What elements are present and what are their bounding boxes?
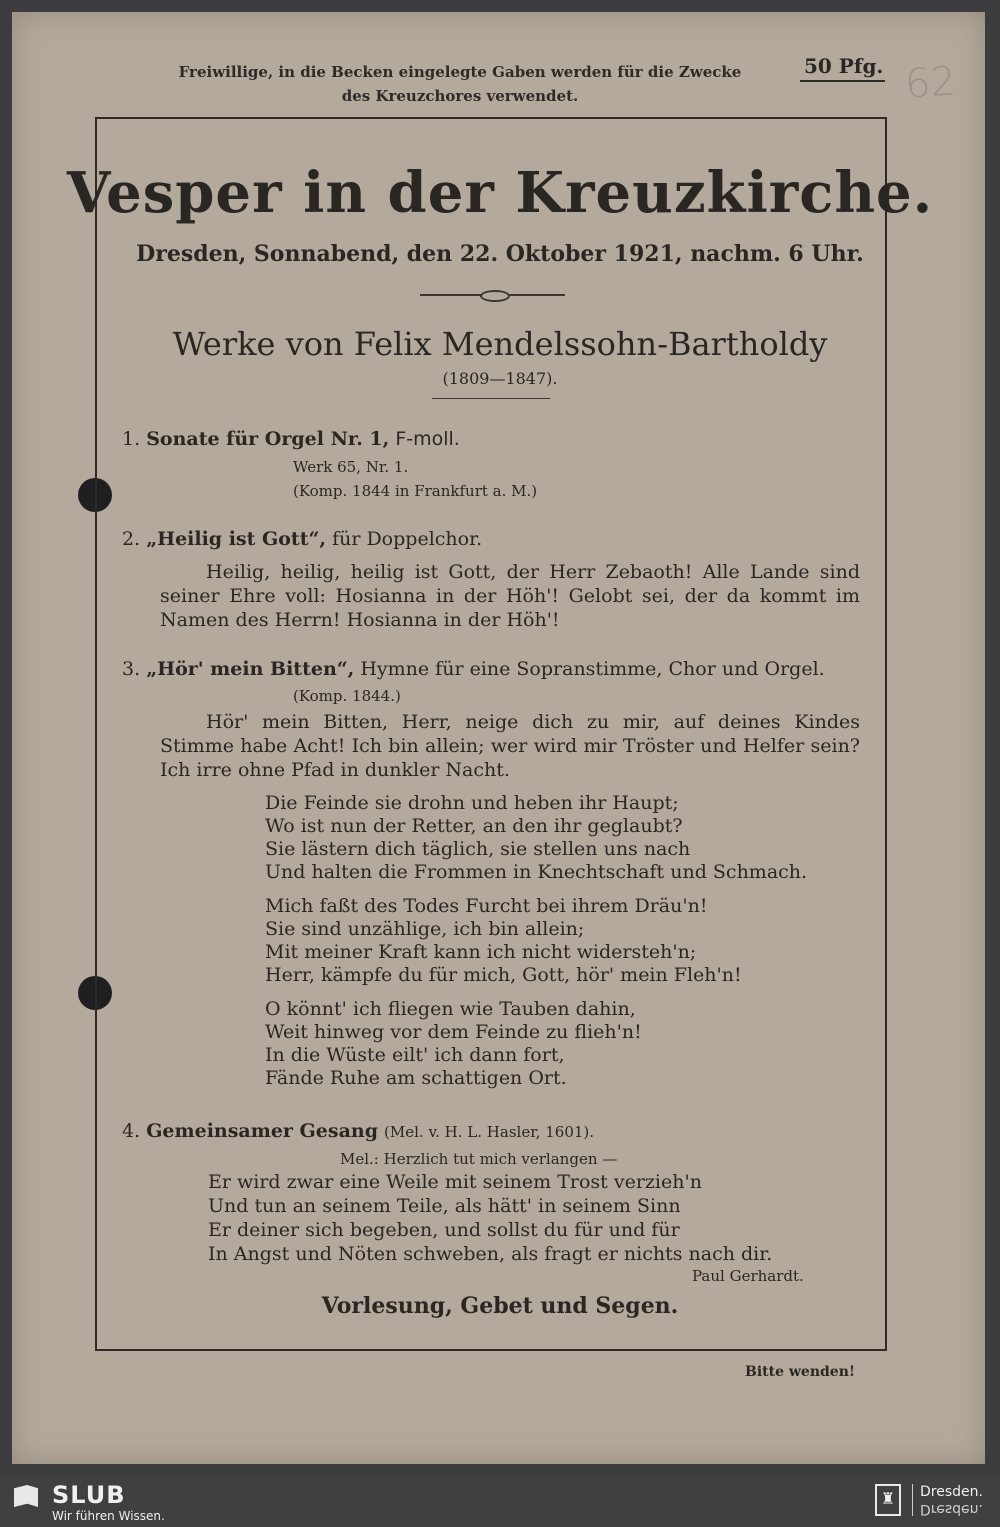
composer-years: (1809—1847). bbox=[442, 369, 558, 388]
item-number: 3. bbox=[122, 658, 141, 680]
notice-line: Freiwillige, in die Becken eingelegte Gaben werden für die Zwecke bbox=[178, 63, 742, 81]
item-text: Hör' mein Bitten, Herr, neige dich zu mir, auf deines Kindes Stimme habe Acht! Ich bin allein; wer wird mir Tröster und Helfer sein? Ich irre ohne Pfad in dunkler Nacht. bbox=[160, 711, 860, 781]
hymn-line: Er deiner sich begeben, und sollst du für und für bbox=[208, 1219, 680, 1241]
item-number: 1. bbox=[122, 428, 141, 450]
item-key: F-moll. bbox=[395, 428, 460, 450]
library-tagline: Wir führen Wissen. bbox=[52, 1509, 165, 1523]
program-item-4 bbox=[122, 1120, 594, 1142]
composer-heading: Werke von Felix Mendelssohn-Bartholdy bbox=[172, 325, 828, 363]
program-item-1 bbox=[122, 428, 460, 450]
library-name[interactable]: SLUB bbox=[52, 1481, 126, 1509]
notice-line: des Kreuzchores verwendet. bbox=[341, 87, 579, 105]
page-title: Vesper in der Kreuzkirche. bbox=[66, 160, 934, 226]
item-composed: (Komp. 1844 in Frankfurt a. M.) bbox=[293, 482, 538, 500]
item-subtitle: für Doppelchor. bbox=[332, 528, 483, 550]
price-label: 50 Pfg. bbox=[800, 54, 885, 82]
donation-notice bbox=[140, 60, 780, 108]
divider bbox=[432, 398, 550, 399]
item-subtitle: Hymne für eine Sopranstimme, Chor und Orgel. bbox=[360, 658, 825, 680]
divider bbox=[912, 1484, 913, 1516]
verse-line: Fände Ruhe am schattigen Ort. bbox=[265, 1067, 567, 1089]
item-title: „Heilig ist Gott“, bbox=[146, 528, 327, 550]
verse-line: Sie lästern dich täglich, sie stellen uns nach bbox=[265, 838, 691, 860]
item-composed: (Komp. 1844.) bbox=[293, 687, 401, 705]
city-name-mirrored: Dresden. bbox=[920, 1501, 983, 1517]
hymn-line: Er wird zwar eine Weile mit seinem Trost verzieh'n bbox=[208, 1171, 702, 1193]
verse-line: Mit meiner Kraft kann ich nicht widersteh'n; bbox=[265, 941, 697, 963]
item-opus: Werk 65, Nr. 1. bbox=[293, 458, 409, 476]
item-title: Sonate für Orgel Nr. 1, bbox=[146, 428, 390, 450]
dresden-coat-of-arms-icon[interactable]: ♜ bbox=[875, 1484, 901, 1516]
item-title: „Hör' mein Bitten“, bbox=[146, 658, 355, 680]
footer-bar bbox=[0, 1476, 1000, 1527]
hymn-author: Paul Gerhardt. bbox=[692, 1267, 804, 1285]
event-dateline: Dresden, Sonnabend, den 22. Oktober 1921, nachm. 6 Uhr. bbox=[136, 241, 864, 267]
verse-line: Und halten die Frommen in Knechtschaft und Schmach. bbox=[265, 861, 808, 883]
program-item-2 bbox=[122, 528, 482, 550]
item-title: Gemeinsamer Gesang bbox=[146, 1120, 378, 1142]
verse-line: Sie sind unzählige, ich bin allein; bbox=[265, 918, 585, 940]
item-text: Heilig, heilig, heilig ist Gott, der Herr Zebaoth! Alle Lande sind seiner Ehre voll: Hosianna in der Höh'! Gelobt sei, der da kommt im Namen des Herrn! Hosianna in der Höh'! bbox=[160, 561, 860, 631]
city-name[interactable]: Dresden. bbox=[920, 1484, 983, 1500]
ornament-divider bbox=[420, 294, 565, 296]
closing-line: Vorlesung, Gebet und Segen. bbox=[321, 1293, 679, 1319]
verse-line: Die Feinde sie drohn und heben ihr Haupt; bbox=[265, 792, 679, 814]
item-number: 2. bbox=[122, 528, 141, 550]
hymn-line: In Angst und Nöten schweben, als fragt er nichts nach dir. bbox=[208, 1243, 773, 1265]
turn-page-note: Bitte wenden! bbox=[745, 1364, 856, 1380]
verse-line: In die Wüste eilt' ich dann fort, bbox=[265, 1044, 565, 1066]
verse-line: Wo ist nun der Retter, an den ihr geglaubt? bbox=[265, 815, 683, 837]
pencil-annotation: 62 bbox=[903, 58, 958, 108]
verse-line: Mich faßt des Todes Furcht bei ihrem Dräu'n! bbox=[265, 895, 708, 917]
item-melody-credit: (Mel. v. H. L. Hasler, 1601). bbox=[384, 1123, 595, 1141]
slub-book-icon bbox=[14, 1485, 38, 1507]
verse-line: Weit hinweg vor dem Feinde zu flieh'n! bbox=[265, 1021, 642, 1043]
verse-line: Herr, kämpfe du für mich, Gott, hör' mein Fleh'n! bbox=[265, 964, 742, 986]
item-number: 4. bbox=[122, 1120, 141, 1142]
hymn-line: Und tun an seinem Teile, als hätt' in seinem Sinn bbox=[208, 1195, 681, 1217]
program-item-3 bbox=[122, 658, 825, 680]
item-melody: Mel.: Herzlich tut mich verlangen — bbox=[340, 1150, 618, 1168]
verse-line: O könnt' ich fliegen wie Tauben dahin, bbox=[265, 998, 636, 1020]
